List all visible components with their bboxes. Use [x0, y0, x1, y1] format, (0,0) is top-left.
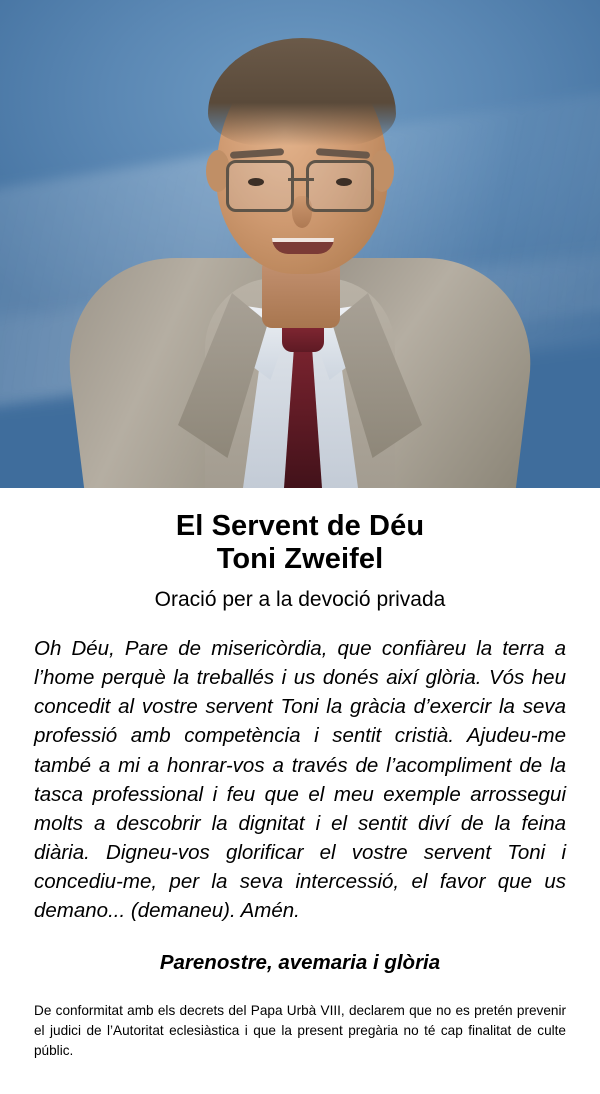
nose	[292, 196, 312, 228]
disclaimer-text: De conformitat amb els decrets del Papa Urbà VIII, declarem que no es pretén prevenir el judici de l’Autoritat eclesiàstica i que la present pregària no té cap finalitat de culte públic.	[34, 1003, 566, 1058]
closing-line: Parenostre, avemaria i glòria	[159, 951, 441, 975]
title-line-1: El Servent de Déu	[175, 510, 425, 542]
prayer-text: Oh Déu, Pare de misericòrdia, que confiàreu la terra a l’home perquè la treballés i us donés així glòria. Vós heu concedit al vostre servent Toni la gràcia d’exercir la seva professió amb competència i sentit cristià. Ajudeu-me també a mi a honrar-vos a través de l’acompliment de la tasca professional i feu que el meu exemple arrossegui molts a descobrir la dignitat i el sentit diví de la feina diària. Digneu-vos glorificar el vostre servent Toni i concediu-me, per la seva intercessió, el favor que us demano... (demaneu). Amén.	[34, 637, 566, 923]
subtitle: Oració per a la devoció privada	[154, 588, 446, 612]
portrait-photo	[0, 0, 600, 488]
page-title	[34, 510, 566, 576]
eye-right	[336, 178, 352, 186]
mouth	[272, 238, 334, 254]
text-content	[0, 488, 600, 1074]
eyeglasses-lens-left	[226, 160, 294, 212]
eyeglasses-lens-right	[306, 160, 374, 212]
title-line-2: Toni Zweifel	[216, 543, 384, 576]
eye-left	[248, 178, 264, 186]
eyeglasses-bridge	[288, 178, 314, 181]
